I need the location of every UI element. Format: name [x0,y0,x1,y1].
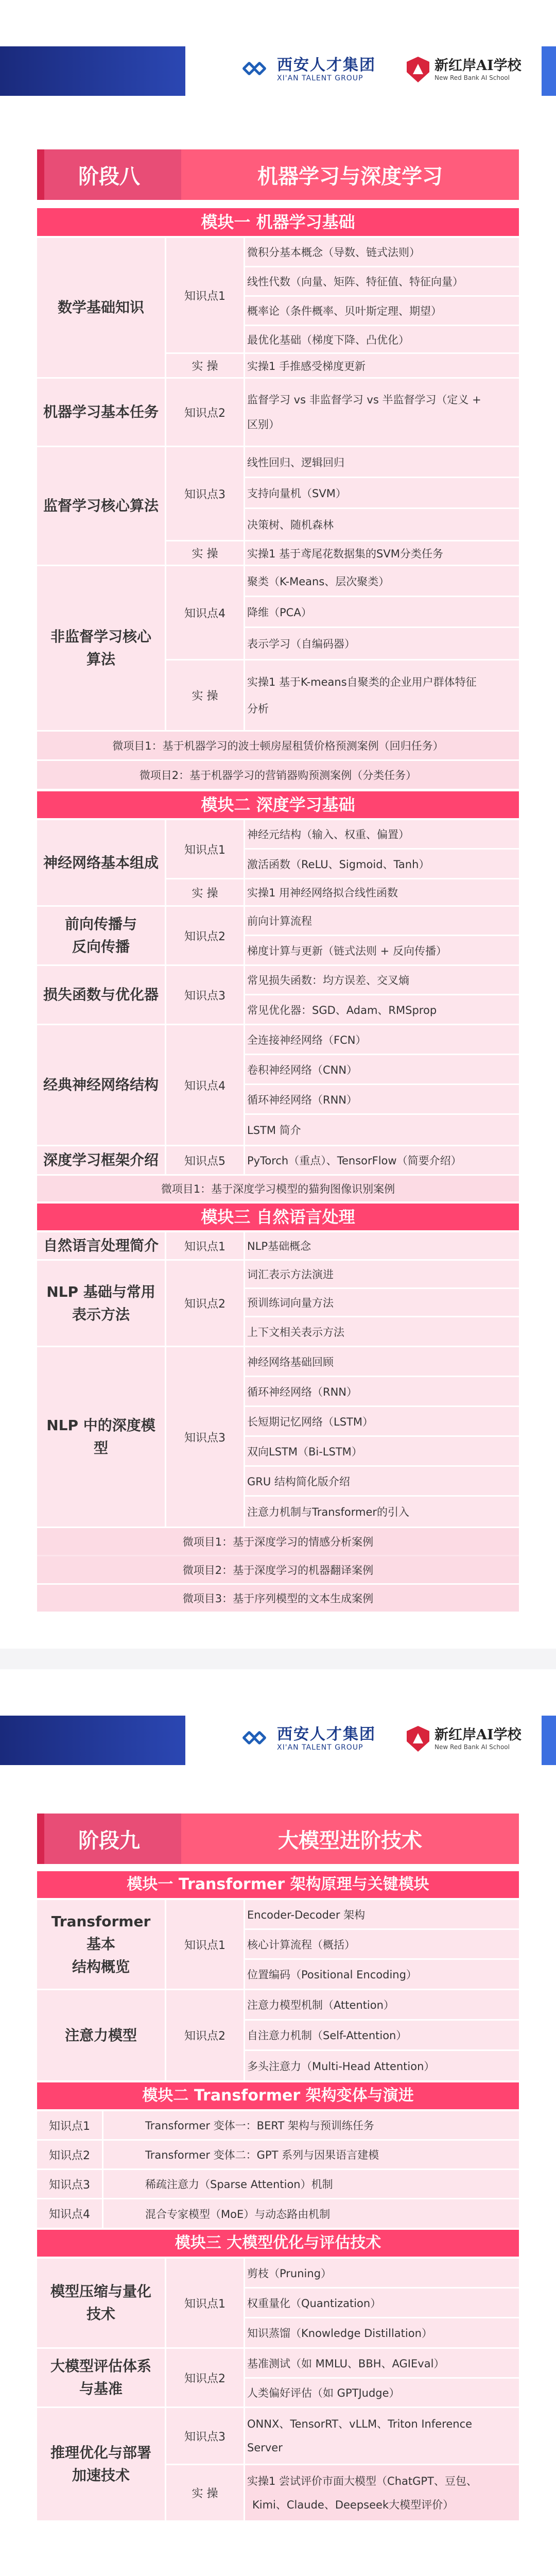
micro-project: 微项目1：基于深度学习模型的猫狗图像识别案例 [161,1183,395,1195]
divider [244,2287,519,2289]
micro-project: 微项目3：基于序列模型的文本生成案例 [182,1592,374,1605]
stage-title: 大模型进阶技术 [181,1814,519,1864]
red-bank-logo [407,1721,522,1757]
topic-transformer [37,1900,165,1989]
logo2-en: New Red Bank AI School [435,1743,510,1751]
divider [165,878,519,879]
topic-line: 非监督学习核心 [50,628,151,645]
divider [37,1989,519,1990]
divider [165,540,519,541]
divider [244,1958,519,1960]
topic-line: 与基准 [79,2380,123,2397]
kp-label: 知识点2 [184,2372,225,2385]
divider [244,1083,519,1085]
topic-line: 反向传播 [72,938,130,955]
divider [244,477,519,478]
item: 最优化基础（梯度下降、凸优化） [247,333,409,346]
stage-title-bar [37,1814,519,1864]
item: 降维（PCA） [247,606,312,619]
topic-nlp-deep: NLP 中的深度模型 [46,1417,155,1456]
item: 双向LSTM（Bi-LSTM） [247,1445,362,1458]
divider [244,295,519,297]
stage-label: 阶段九 [37,1814,181,1864]
item: 人类偏好评估（如 GPTJudge） [247,2387,400,2399]
talent-group-icon [242,1727,271,1750]
item: 剪枝（Pruning） [247,2267,332,2280]
divider [37,1346,519,1347]
item: 前向计算流程 [247,915,312,927]
item: 概率论（条件概率、贝叶斯定理、期望） [247,305,442,317]
item: LSTM 简介 [247,1124,301,1137]
divider [37,1024,519,1025]
item: 多头注意力（Multi-Head Attention） [247,2060,435,2073]
divider [37,964,519,966]
topic-evaluation [37,2349,165,2406]
divider [37,377,519,379]
topic-classic-nets: 经典神经网络结构 [43,1076,159,1093]
divider [244,596,519,597]
item: 自注意力机制（Self-Attention） [247,2029,407,2042]
item: 激活函数（ReLU、Sigmoid、Tanh） [247,858,430,871]
divider [244,2019,519,2021]
divider [37,905,519,907]
topic-nlp-intro: 自然语言处理简介 [43,1237,159,1254]
divider [165,352,519,354]
divider [244,820,245,1174]
item: 稀疏注意力（Sparse Attention）机制 [145,2178,333,2191]
divider [244,1316,519,1317]
micro-project: 微项目1：基于深度学习的情感分析案例 [182,1536,374,1548]
item: 基准测试（如 MMLU、BBH、AGIEval） [247,2357,445,2370]
divider [37,2406,519,2408]
kp-label: 知识点4 [49,2208,90,2221]
divider [165,2464,519,2465]
item [247,2465,519,2520]
item: 卷积神经网络（CNN） [247,1063,358,1076]
item-line: Server [247,2442,283,2454]
item: 全连接神经网络（FCN） [247,1033,367,1046]
item: 神经网络基础回顾 [247,1355,334,1368]
xian-talent-logo [242,1721,376,1757]
logo1-cn: 西安人才集团 [277,56,376,74]
item: Encoder-Decoder 架构 [247,1908,366,1921]
topic-inference [37,2408,165,2520]
logo1-en: XI'AN TALENT GROUP [277,74,363,82]
topic-line: NLP 基础与常用 [46,1283,155,1300]
divider [244,2049,519,2051]
practice-label: 实 操 [192,548,218,561]
divider [244,848,519,850]
topic-ml-tasks: 机器学习基本任务 [43,403,159,420]
divider [244,2377,519,2379]
kp-label: 知识点1 [184,2297,225,2311]
item: 线性回归、逻辑回归 [247,456,344,469]
header [0,0,556,98]
divider [244,1054,519,1055]
divider [244,1435,519,1437]
topic-line: Transformer 基本 [51,1913,151,1953]
divider [244,1405,519,1407]
talent-group-icon [242,58,271,81]
item: 上下文相关表示方法 [247,1326,344,1338]
stage-title: 机器学习与深度学习 [181,149,519,200]
micro-project: 微项目1：基于机器学习的波士顿房屋租赁价格预测案例（回归任务） [112,740,444,752]
item: 神经元结构（输入、权重、偏置） [247,828,409,841]
item: 预训练词向量方法 [247,1297,334,1309]
kp-label: 知识点1 [184,843,225,857]
divider [244,266,519,267]
item: PyTorch（重点）、TensorFlow（简要介绍） [247,1155,462,1167]
item: 实操1 基于鸢尾花数据集的SVM分类任务 [247,547,443,560]
topic-nn-components: 神经网络基本组成 [43,854,159,871]
divider [165,659,519,660]
divider [37,446,519,447]
kp-label: 知识点3 [184,1431,225,1445]
item-line: 实操1 基于K-means自聚类的企业用户群体特征 [247,675,477,688]
topic-unsupervised [37,566,165,730]
topic-compression [37,2259,165,2347]
item: 决策树、随机森林 [247,519,334,531]
topic-line: 加速技术 [72,2467,130,2484]
kp-label: 知识点3 [184,2430,225,2444]
item [247,379,519,446]
divider [37,565,519,566]
divider [244,1928,519,1930]
item: 微积分基本概念（导数、链式法则） [247,246,420,259]
item: 注意力模型机制（Attention） [247,1999,394,2011]
red-bank-logo [407,52,522,88]
item: 混合专家模型（MoE）与动态路由机制 [145,2208,331,2221]
header-right-bar [542,1716,556,1765]
micro-project: 微项目2：基于机器学习的营销器购预测案例（分类任务） [139,769,417,782]
stage9-section [0,1669,556,2576]
item-line: 区别） [247,418,280,431]
item: 实操1 手推感受梯度更新 [247,360,366,372]
topic-propagation [37,907,165,964]
practice-label: 实 操 [192,690,218,703]
divider [244,1232,245,1527]
item-line: ONNX、TensorRT、vLLM、Triton Inference [247,2418,473,2430]
divider [165,1900,166,2080]
kp-label: 知识点3 [184,488,225,501]
topic-line: 结构概览 [72,1958,130,1975]
topic-line: 表示方法 [72,1306,130,1323]
topic-line: 前向传播与 [64,916,137,933]
module-header: 模块一 Transformer 架构原理与关键模块 [37,1871,519,1898]
logo1-cn: 西安人才集团 [277,1725,376,1743]
kp-label: 知识点1 [184,290,225,303]
divider [244,325,519,326]
xian-talent-logo [242,52,376,88]
divider [244,1287,519,1289]
item-line: 监督学习 vs 非监督学习 vs 半监督学习（定义 + [247,394,481,406]
divider [37,2168,519,2170]
topic-loss-optimizer: 损失函数与优化器 [43,986,159,1003]
divider [37,2198,519,2199]
divider [244,994,519,995]
divider [244,238,245,730]
stage-title-bar [37,149,519,200]
item: Transformer 变体二：GPT 系列与因果语言建模 [145,2149,379,2161]
topic-attention: 注意力模型 [64,2026,137,2044]
item: NLP基础概念 [247,1240,311,1252]
item-line: 实操1 尝试评价市面大模型（ChatGPT、豆包、 [247,2475,477,2487]
item: 循环神经网络（RNN） [247,1385,358,1398]
item [247,2408,519,2464]
topic-math: 数学基础知识 [57,299,144,316]
divider [244,1495,519,1497]
divider [244,1900,245,2080]
micro-project: 微项目2：基于深度学习的机器翻译案例 [182,1564,374,1577]
divider [244,935,519,936]
divider [37,1259,519,1261]
item: 词汇表示方法演进 [247,1268,334,1281]
practice-label: 实 操 [192,2487,218,2500]
topic-line: 算法 [86,651,115,668]
kp-label: 知识点2 [184,930,225,943]
divider [165,820,166,1174]
item: 循环神经网络（RNN） [247,1093,358,1106]
module-header: 模块二 Transformer 架构变体与演进 [37,2082,519,2109]
item: 梯度计算与更新（链式法则 + 反向传播） [247,944,447,957]
item [247,660,519,730]
item: Transformer 变体一：BERT 架构与预训练任务 [145,2120,374,2132]
header-left-bar [0,46,185,96]
topic-line: 技术 [86,2306,115,2323]
divider [244,1113,519,1115]
kp-label: 知识点1 [184,1240,225,1253]
kp-label: 知识点5 [184,1155,225,1168]
item-line: 分析 [247,702,269,715]
module-header: 模块一 机器学习基础 [37,208,519,236]
logo2-en: New Red Bank AI School [435,74,510,81]
item: 位置编码（Positional Encoding） [247,1969,417,1981]
practice-label: 实 操 [192,887,218,900]
divider [244,507,519,509]
header-left-bar [0,1716,185,1765]
logo1-en: XI'AN TALENT GROUP [277,1743,363,1752]
item: GRU 结构简化版介绍 [247,1475,350,1488]
item-line: Kimi、Claude、Deepseek大模型评价） [252,2498,454,2511]
item: 常见优化器：SGD、Adam、RMSprop [247,1004,437,1016]
module-header: 模块二 深度学习基础 [37,791,519,818]
stage-label: 阶段八 [37,149,181,200]
divider [244,2259,245,2520]
item: 支持向量机（SVM） [247,487,346,500]
topic-line: 推理优化与部署 [50,2444,151,2461]
topic-nlp-basics [37,1261,165,1346]
divider [244,626,519,628]
divider [37,2347,519,2349]
divider [244,1376,519,1377]
topic-line: 大模型评估体系 [50,2358,151,2375]
item: 常见损失函数：均方误差、交叉熵 [247,974,409,987]
item: 核心计算流程（概括） [247,1938,355,1951]
item: 长短期记忆网络（LSTM） [247,1415,373,1428]
module-header: 模块三 大模型优化与评估技术 [37,2230,519,2257]
kp-label: 知识点4 [184,1079,225,1093]
divider [165,2259,166,2520]
header-right-bar [542,46,556,96]
kp-label: 知识点2 [184,2030,225,2043]
item: 聚类（K-Means、层次聚类） [247,575,390,588]
kp-label: 知识点1 [49,2120,90,2133]
topic-line: 模型压缩与量化 [50,2283,151,2300]
shield-icon [407,57,429,82]
kp-label: 知识点2 [49,2149,90,2162]
kp-label: 知识点2 [184,406,225,420]
topic-frameworks: 深度学习框架介绍 [43,1151,159,1168]
item: 实操1 用神经网络拟合线性函数 [247,887,398,899]
divider [37,2139,519,2141]
kp-label: 知识点4 [184,607,225,620]
kp-label: 知识点3 [49,2178,90,2192]
logo2-cn: 新红岸AI学校 [435,1727,522,1743]
item: 线性代数（向量、矩阵、特征值、特征向量） [247,276,463,288]
item: 权重量化（Quantization） [247,2297,381,2310]
topic-supervised: 监督学习核心算法 [43,497,159,514]
kp-label: 知识点2 [184,1298,225,1311]
kp-label: 知识点3 [184,989,225,1003]
shield-icon [407,1726,429,1752]
module-header: 模块三 自然语言处理 [37,1204,519,1230]
item: 知识蒸馏（Knowledge Distillation） [247,2327,432,2340]
divider [165,1232,166,1527]
item: 注意力机制与Transformer的引入 [247,1506,410,1518]
divider [244,2317,519,2318]
item: 表示学习（自编码器） [247,638,355,650]
divider [165,238,166,730]
logo2-cn: 新红岸AI学校 [435,58,522,74]
practice-label: 实 操 [192,360,218,373]
header [0,1669,556,1767]
divider [37,1145,519,1146]
kp-label: 知识点1 [184,1939,225,1952]
divider [244,1465,519,1467]
